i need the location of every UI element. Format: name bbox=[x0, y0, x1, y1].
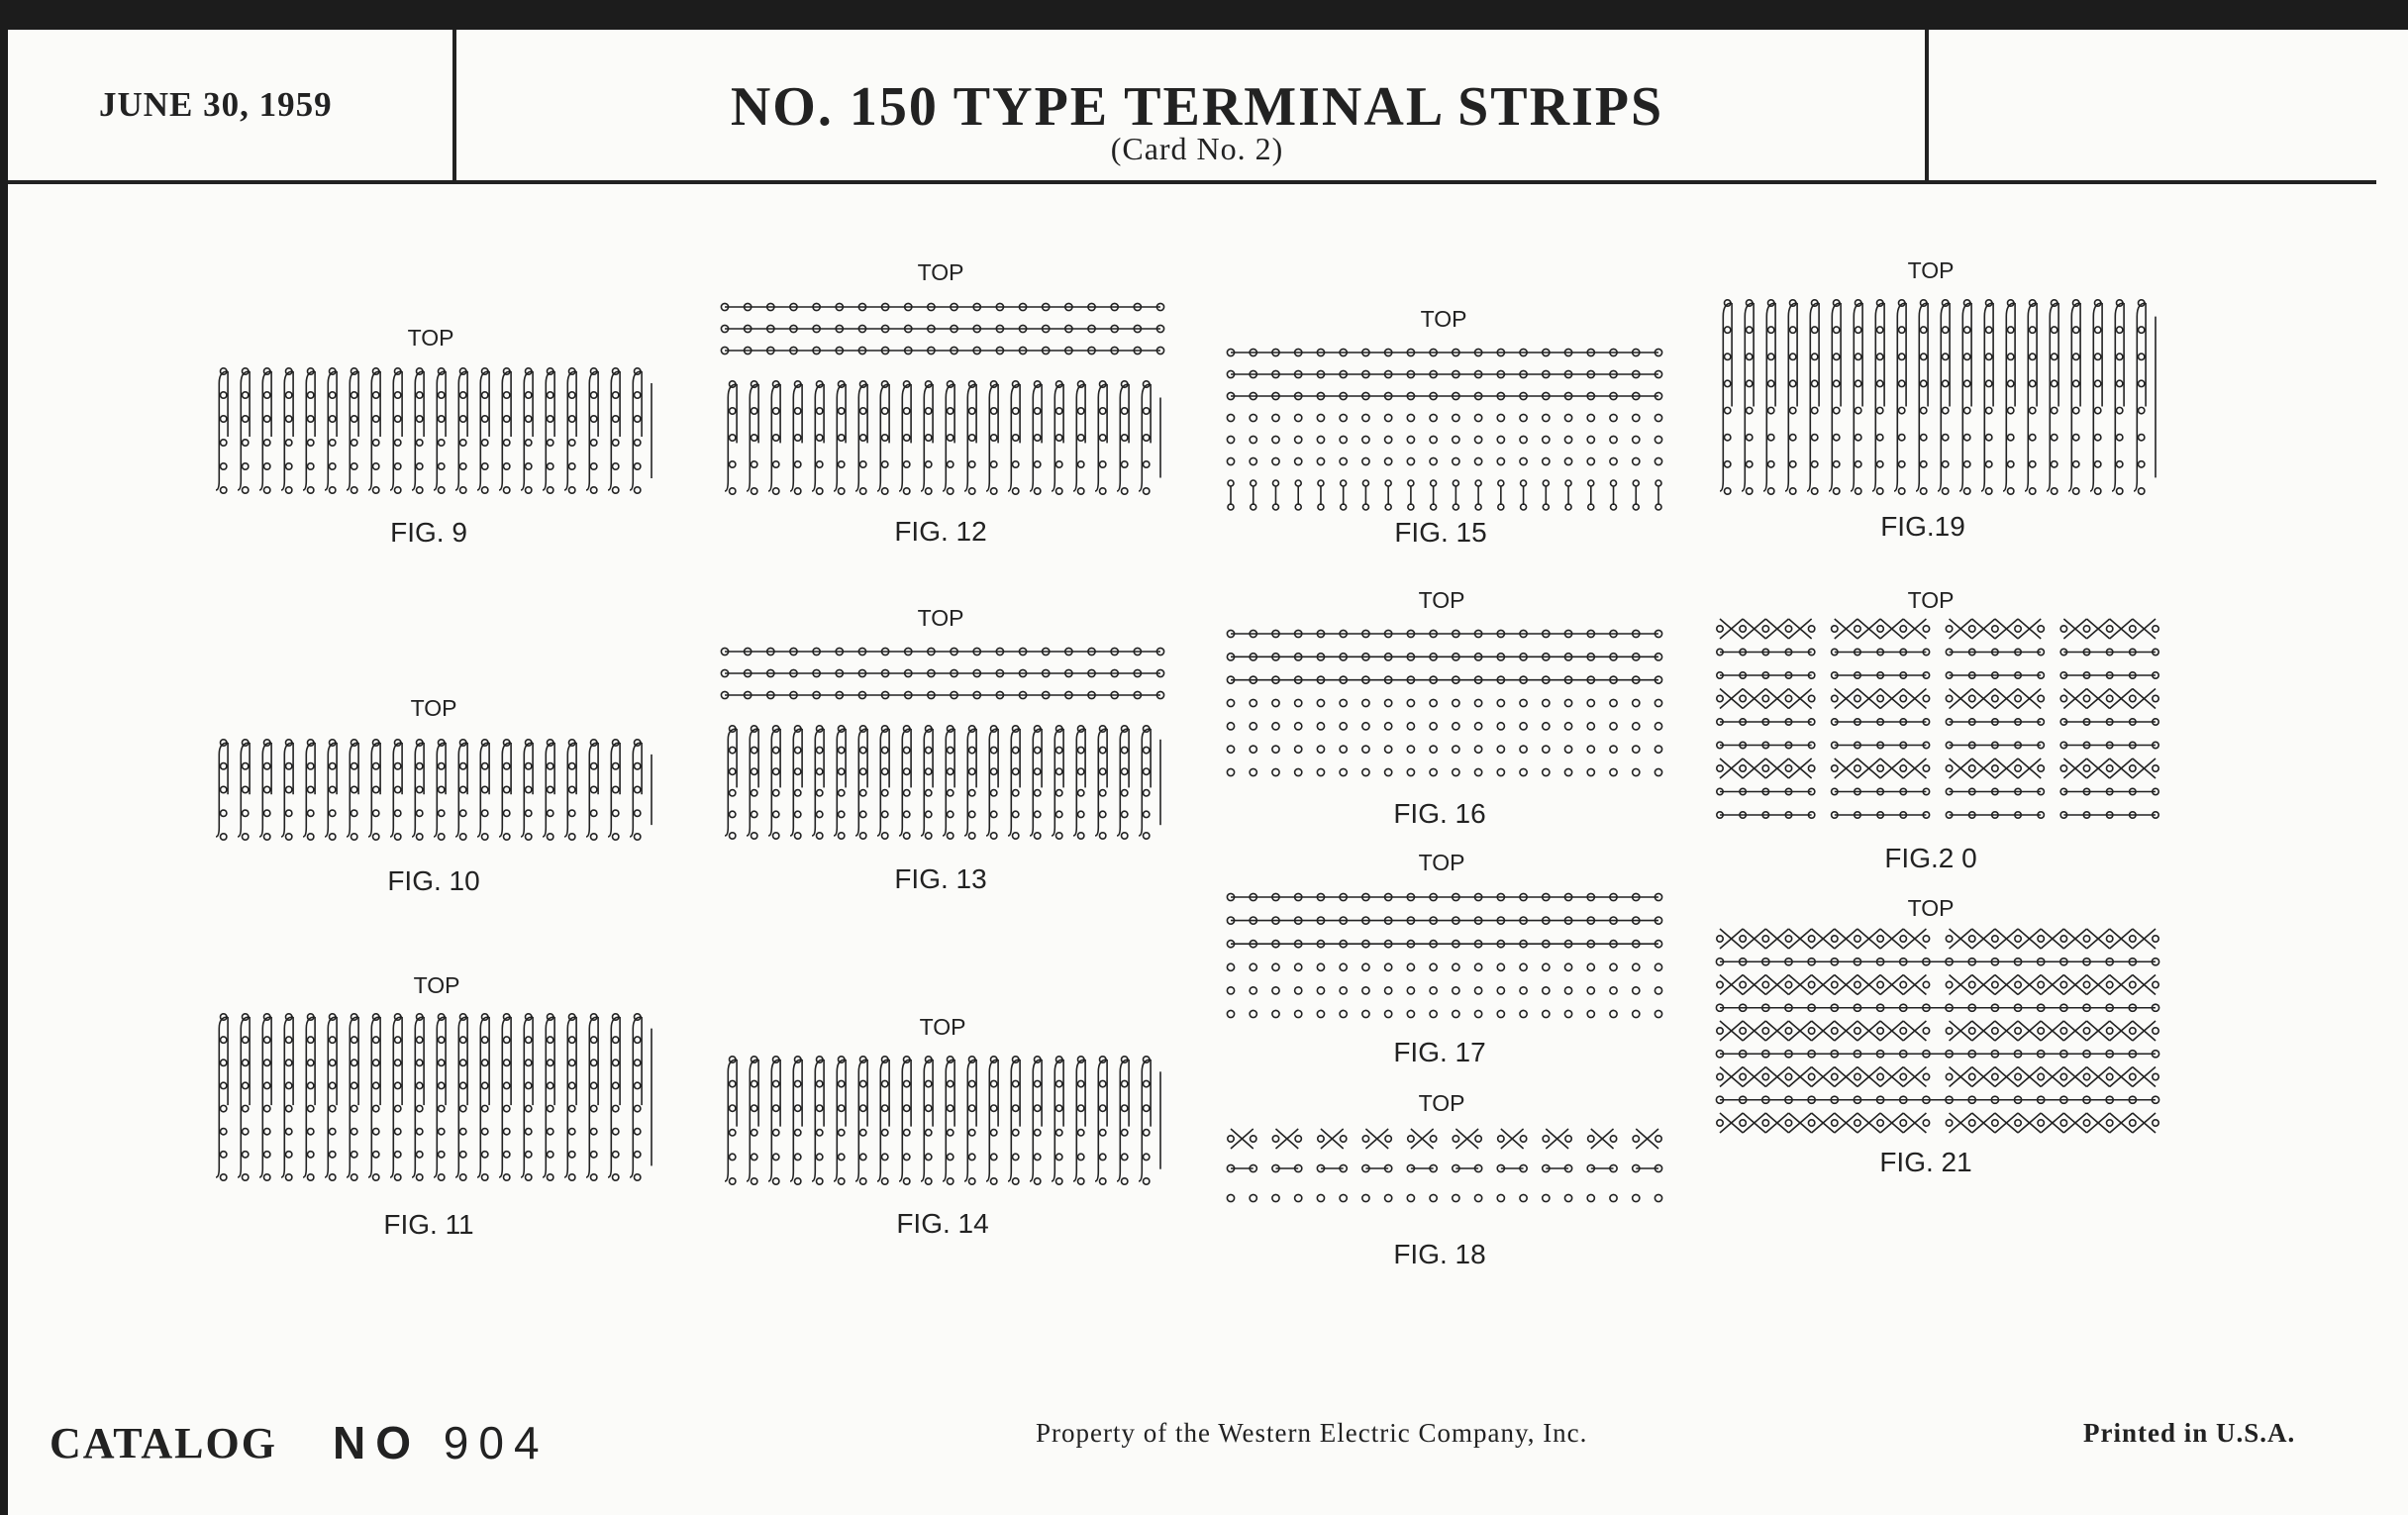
caption-fig9: FIG. 9 bbox=[390, 517, 467, 548]
top-label-fig11: TOP bbox=[413, 972, 460, 998]
caption-fig14: FIG. 14 bbox=[896, 1208, 989, 1239]
caption-fig17: FIG. 17 bbox=[1393, 1037, 1486, 1067]
figure-fig15 bbox=[1227, 349, 1661, 510]
caption-fig19: FIG.19 bbox=[1880, 511, 1965, 542]
catalog-label: CATALOG bbox=[50, 1419, 277, 1467]
figure-fig12 bbox=[721, 303, 1163, 494]
top-label-fig9: TOP bbox=[407, 325, 454, 351]
top-label-fig14: TOP bbox=[919, 1014, 966, 1040]
top-label-fig10: TOP bbox=[410, 695, 457, 721]
top-label-fig16: TOP bbox=[1418, 587, 1465, 613]
property-notice: Property of the Western Electric Company, Inc. bbox=[1036, 1418, 1588, 1448]
top-label-fig19: TOP bbox=[1907, 257, 1955, 283]
page-title: NO. 150 TYPE TERMINAL STRIPS bbox=[730, 76, 1664, 138]
caption-fig15: FIG. 15 bbox=[1394, 517, 1487, 548]
figure-fig13 bbox=[721, 648, 1163, 839]
page-subtitle: (Card No. 2) bbox=[1110, 131, 1284, 166]
top-label-fig18: TOP bbox=[1418, 1090, 1465, 1116]
issue-date: JUNE 30, 1959 bbox=[99, 85, 333, 124]
figure-fig9 bbox=[216, 368, 652, 493]
caption-fig18: FIG. 18 bbox=[1393, 1239, 1486, 1269]
figure-fig17 bbox=[1227, 893, 1661, 1017]
caption-fig16: FIG. 16 bbox=[1393, 798, 1486, 829]
figure-fig20 bbox=[1717, 619, 2158, 818]
figure-fig11 bbox=[216, 1014, 652, 1180]
caption-fig10: FIG. 10 bbox=[387, 865, 480, 896]
top-label-fig17: TOP bbox=[1418, 850, 1465, 875]
figure-fig21 bbox=[1716, 929, 2158, 1133]
figure-fig14 bbox=[725, 1057, 1160, 1184]
top-label-fig15: TOP bbox=[1420, 306, 1467, 332]
top-label-fig21: TOP bbox=[1907, 895, 1955, 921]
caption-fig11: FIG. 11 bbox=[383, 1209, 474, 1240]
caption-fig13: FIG. 13 bbox=[894, 863, 987, 894]
figure-fig16 bbox=[1227, 630, 1661, 775]
caption-fig21: FIG. 21 bbox=[1879, 1147, 1972, 1177]
figure-fig10 bbox=[216, 740, 652, 840]
figure-fig19 bbox=[1720, 300, 2156, 494]
top-label-fig20: TOP bbox=[1907, 587, 1955, 613]
printed-notice: Printed in U.S.A. bbox=[2083, 1418, 2296, 1448]
catalog-number-value: 904 bbox=[443, 1417, 550, 1468]
figure-fig18 bbox=[1227, 1129, 1661, 1202]
top-label-fig12: TOP bbox=[917, 259, 964, 285]
catalog-no-label: NO bbox=[333, 1417, 421, 1468]
caption-fig20: FIG.2 0 bbox=[1884, 843, 1977, 873]
caption-fig12: FIG. 12 bbox=[894, 516, 987, 547]
catalog-number bbox=[333, 1416, 550, 1469]
top-label-fig13: TOP bbox=[917, 605, 964, 631]
